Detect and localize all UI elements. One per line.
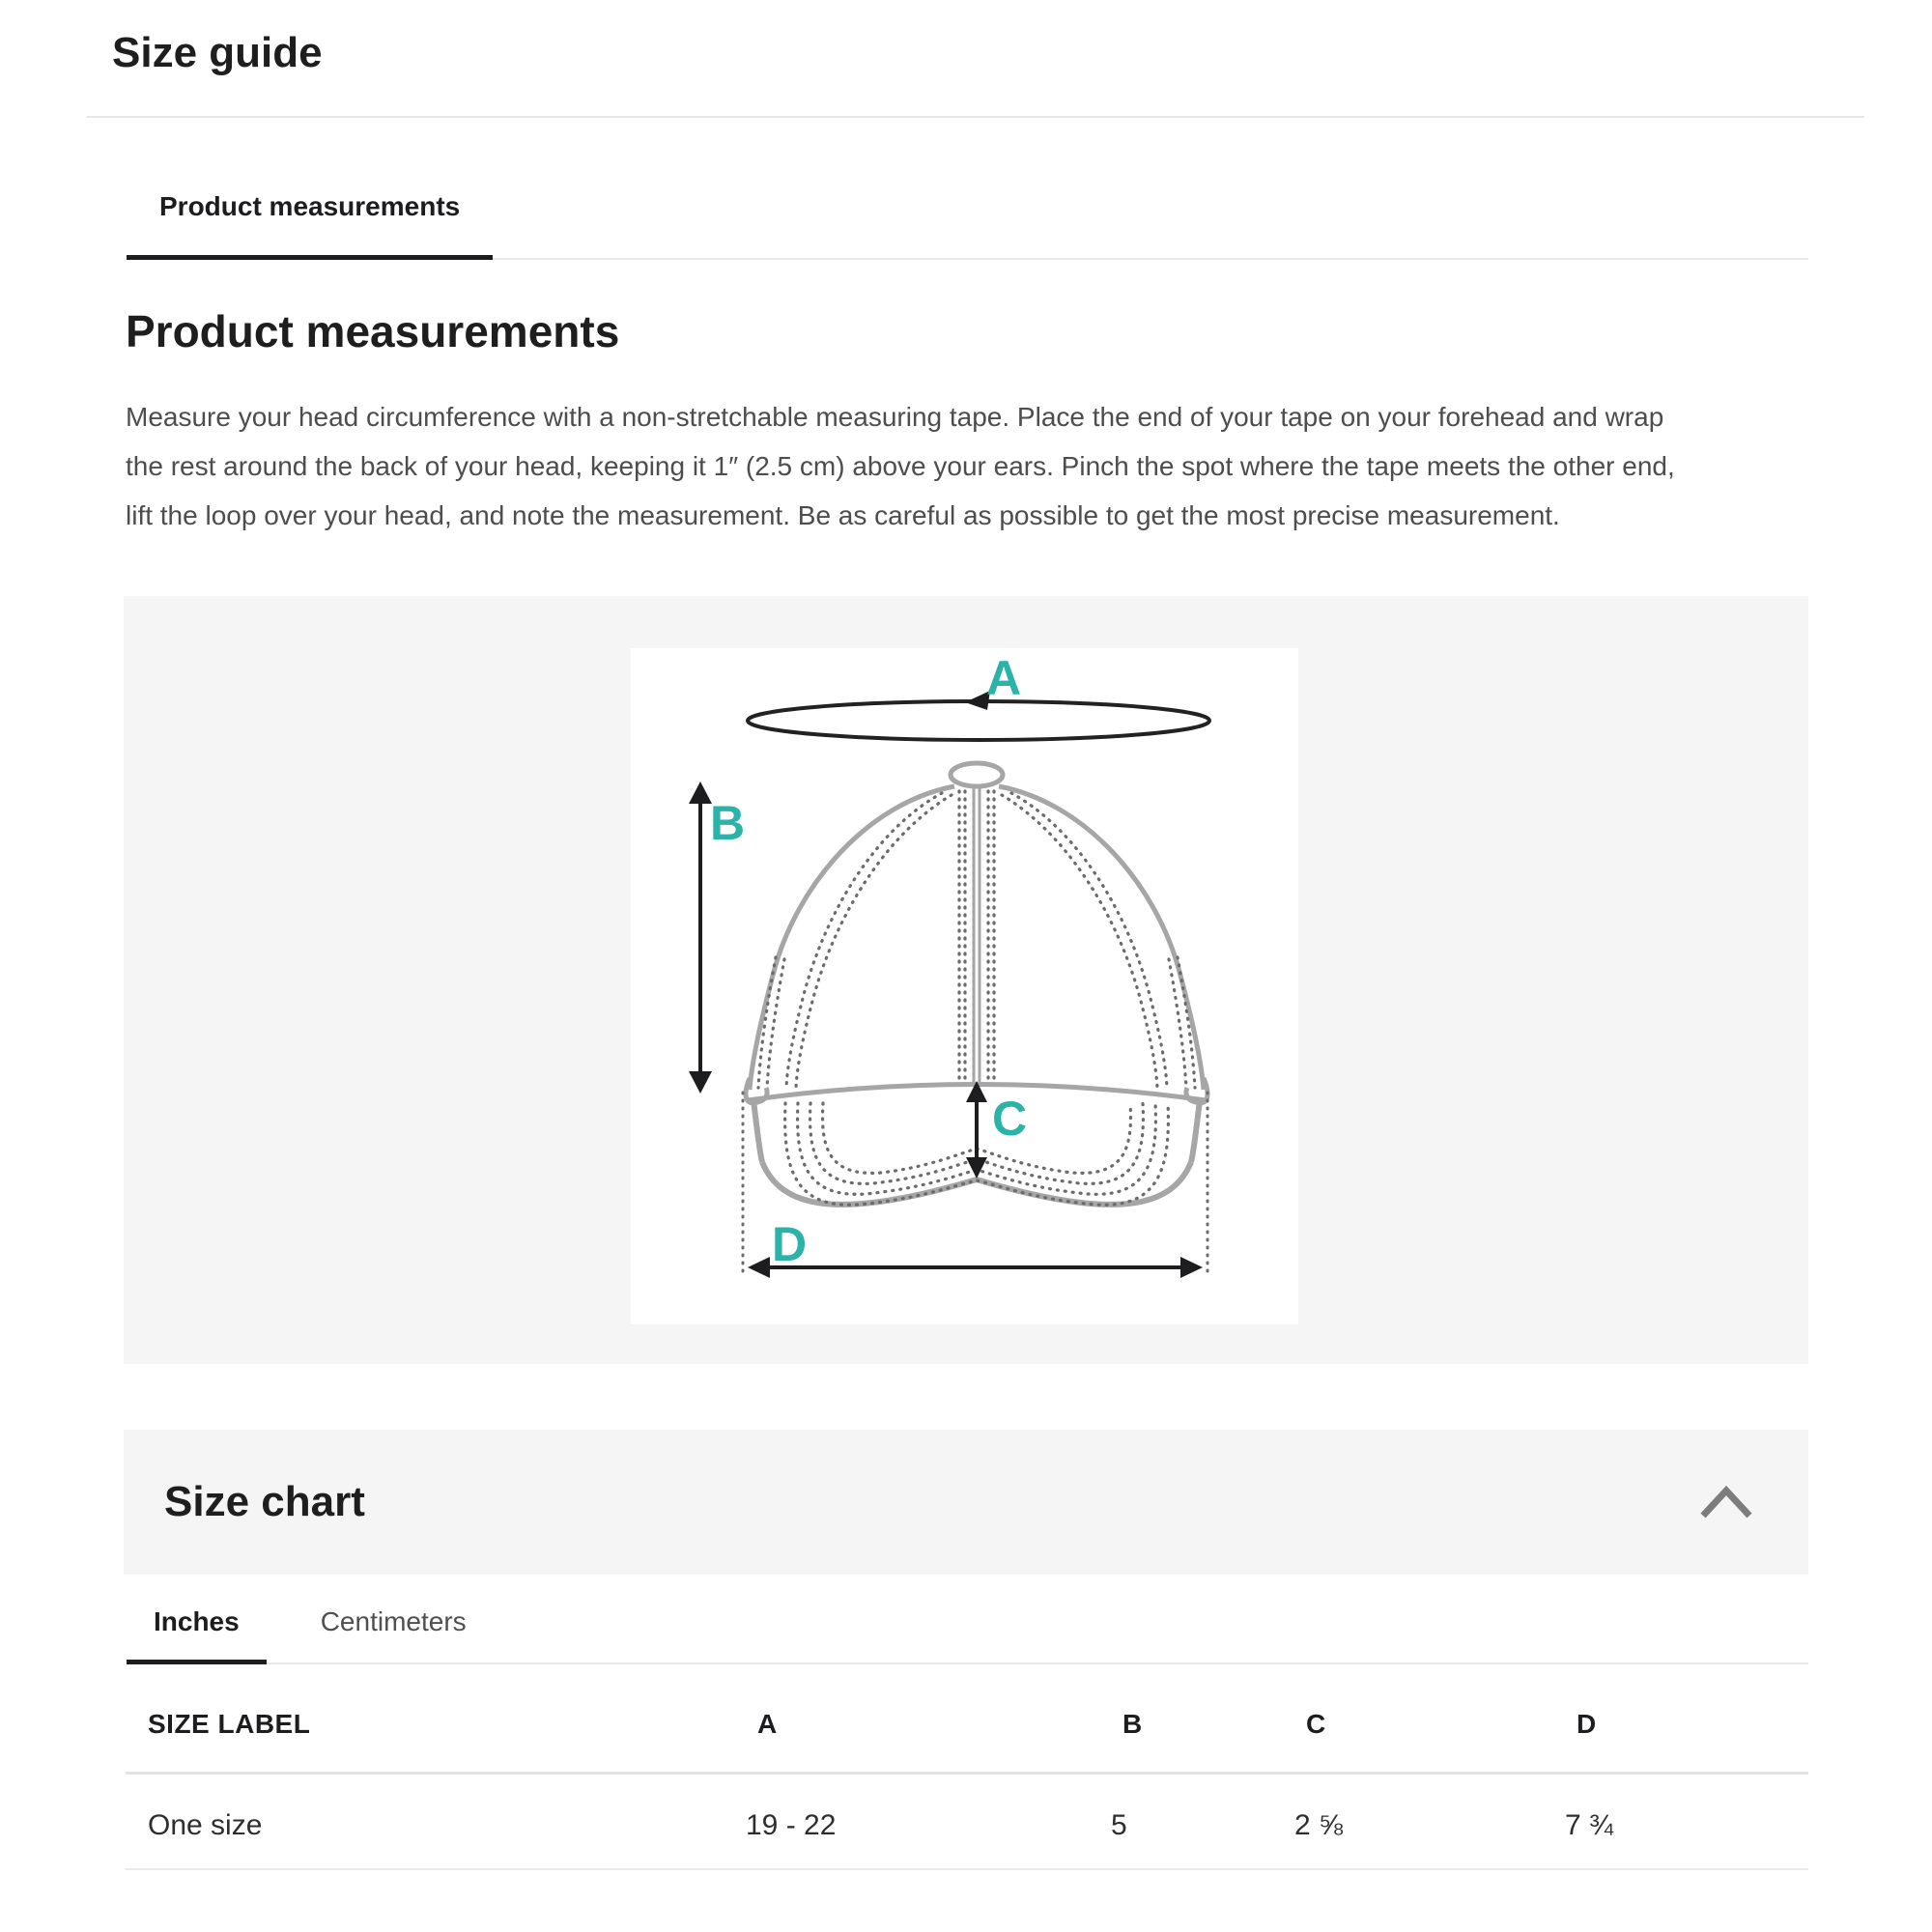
description-line: Measure your head circumference with a non-stretchable measuring tape. Place the end of your tape on your forehead and wrap — [126, 402, 1664, 432]
cell-c: 2 ⅝ — [1294, 1809, 1344, 1841]
cell-a: 19 - 22 — [746, 1809, 837, 1841]
tab-product-measurements-label: Product measurements — [159, 191, 461, 221]
diagram-label-c: C — [992, 1092, 1028, 1146]
size-chart-table — [126, 1686, 1808, 1870]
column-header-a: A — [757, 1709, 778, 1739]
unit-tab-centimeters-label: Centimeters — [320, 1606, 467, 1636]
unit-tab-inches[interactable] — [127, 1606, 267, 1664]
measure-d-arrowhead-icon — [1180, 1257, 1203, 1278]
size-chart-header — [124, 1430, 1808, 1575]
top-tab-bar — [127, 191, 1808, 260]
cell-d: 7 ¾ — [1565, 1809, 1614, 1841]
diagram-label-d: D — [772, 1217, 808, 1271]
cap-crown-outline — [999, 786, 1204, 1090]
tab-product-measurements[interactable] — [127, 191, 493, 260]
description-line: the rest around the back of your head, keeping it 1″ (2.5 cm) above your ears. Pinch the spot where the tape meets the other end, — [126, 451, 1675, 481]
units-tab-bar — [127, 1606, 1808, 1664]
measure-c-arrowhead-icon — [966, 1157, 987, 1179]
description-line: lift the loop over your head, and note the measurement. Be as careful as possible to get the most precise measurement. — [126, 500, 1560, 530]
cap-stitching — [796, 795, 952, 1088]
diagram-label-b: B — [710, 796, 746, 850]
section-description — [126, 392, 1787, 540]
size-chart-heading: Size chart — [164, 1478, 365, 1525]
cap-stitching — [1002, 795, 1157, 1088]
cell-b: 5 — [1111, 1809, 1127, 1841]
column-header-size-label: SIZE LABEL — [148, 1709, 311, 1739]
measure-b-arrowhead-icon — [689, 1071, 712, 1094]
head-circumference-ellipse — [748, 701, 1209, 740]
measurement-diagram-panel — [124, 596, 1808, 1364]
table-header-row — [126, 1686, 1808, 1775]
measure-d-arrowhead-icon — [748, 1257, 770, 1278]
measurement-diagram-card — [631, 648, 1298, 1324]
cap-stitching — [1011, 793, 1167, 1088]
cap-stitching — [786, 793, 942, 1088]
chevron-up-icon — [1698, 1484, 1754, 1520]
diagram-label-a: A — [986, 651, 1022, 705]
collapse-section-button[interactable] — [1690, 1476, 1762, 1528]
cap-crown-outline — [750, 786, 954, 1090]
section-heading: Product measurements — [126, 306, 620, 356]
cap-brim-edge — [753, 1100, 762, 1162]
unit-tab-centimeters[interactable] — [294, 1606, 494, 1664]
column-header-c: C — [1306, 1709, 1326, 1739]
table-row — [126, 1775, 1808, 1870]
column-header-b: B — [1122, 1709, 1143, 1739]
column-header-d: D — [1577, 1709, 1597, 1739]
cell-size-label: One size — [148, 1809, 263, 1841]
measure-b-arrowhead-icon — [689, 781, 712, 804]
cap-measurement-diagram — [631, 648, 1298, 1324]
title-divider — [87, 116, 1864, 118]
unit-tab-inches-label: Inches — [154, 1606, 240, 1636]
cap-brim-edge — [1191, 1100, 1200, 1162]
cap-button — [951, 763, 1003, 786]
page-title: Size guide — [112, 29, 323, 76]
